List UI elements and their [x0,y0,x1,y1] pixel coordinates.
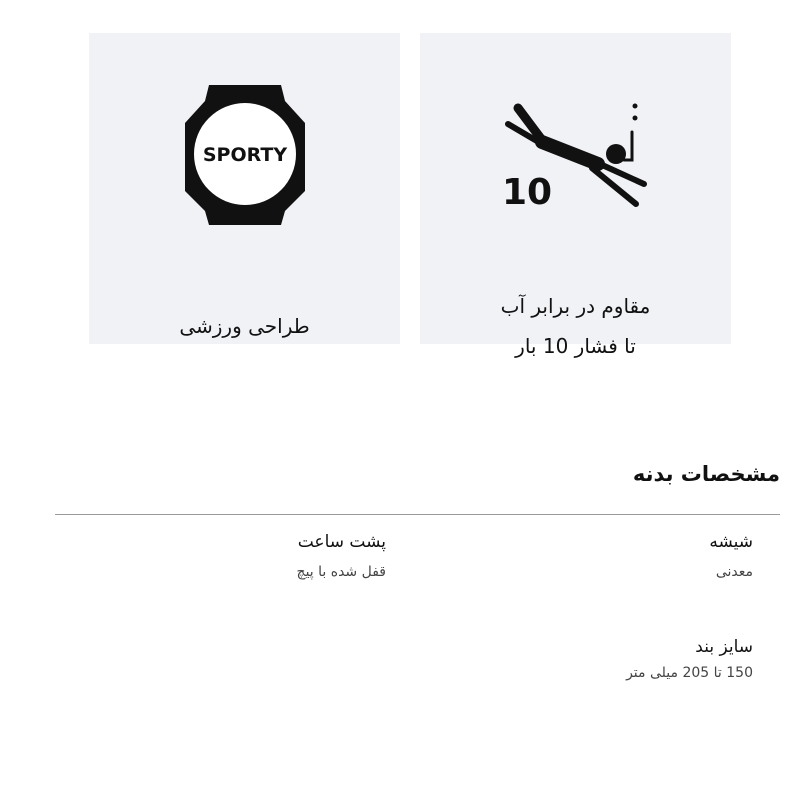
water-resistance-label-line1: مقاوم در برابر آب [500,294,651,318]
spec-glass [709,532,753,580]
spec-band-size [626,637,753,681]
depth-number: 10 [502,172,553,213]
water-resistance-label-line2: تا فشار 10 بار [515,334,636,358]
sporty-watch-icon [183,83,307,227]
water-resistance-label [420,286,731,366]
swimmer-water-resist-icon [500,98,652,213]
spec-caseback [297,532,386,580]
sporty-design-label-line1: طراحی ورزشی [179,314,310,338]
spec-glass-name: شیشه [709,532,753,552]
spec-glass-value: معدنی [715,564,753,580]
section-divider [55,514,780,515]
spec-caseback-value: قفل شده با پیچ [296,564,386,580]
sporty-watch-face-text: SPORTY [202,144,288,166]
specs-section-title: مشخصات بدنه [632,462,780,486]
spec-caseback-name: پشت ساعت [297,532,386,552]
sporty-design-card [89,33,400,344]
spec-band-size-name: سایز بند [695,637,753,657]
water-resistance-card [420,33,731,358]
sporty-design-label [89,306,400,346]
spec-band-size-value: 150 تا 205 میلی متر [626,665,753,681]
